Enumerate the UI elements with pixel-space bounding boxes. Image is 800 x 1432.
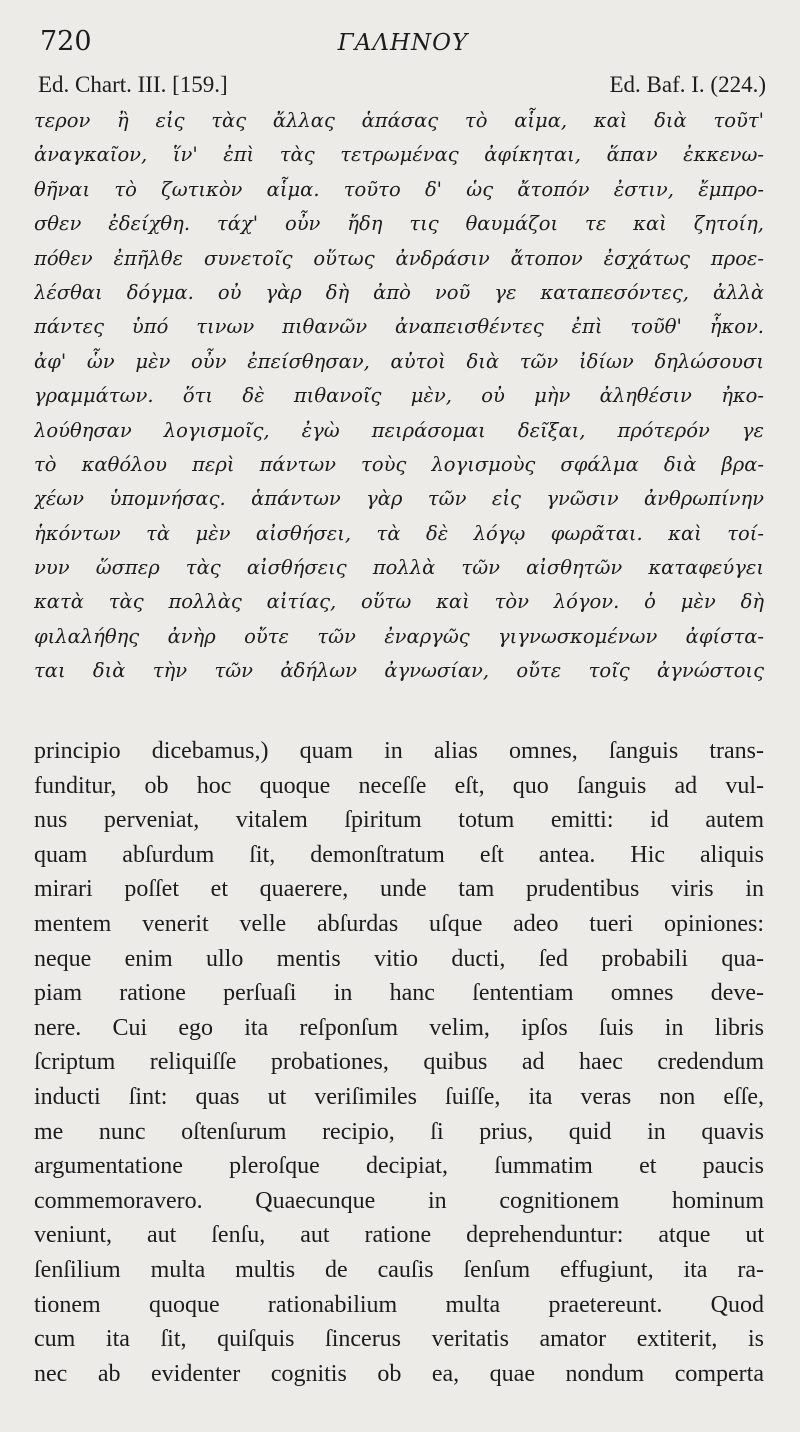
- greek-text-line: νυν ὥσπερ τὰς αἰσθήσεις πολλὰ τῶν αἰσθητῶν καταφεύγει: [34, 556, 764, 580]
- latin-text-line: nus perveniat, vitalem ſpiritum totum emitti: id autem: [34, 807, 764, 834]
- latin-text-line: ſenſilium multa multis de cauſis ſenſum effugiunt, ita ra-: [34, 1256, 764, 1283]
- latin-text-line: commemoravero. Quaecunque in cognitionem hominum: [34, 1187, 764, 1214]
- latin-text-line: neque enim ullo mentis vitio ducti, ſed probabili qua-: [34, 945, 764, 972]
- latin-text-line: quam abſurdum ſit, demonſtratum eſt antea. Hic aliquis: [34, 841, 764, 868]
- page-number: 720: [40, 26, 92, 57]
- greek-text-line: χέων ὑπομνήσας. ἁπάντων γὰρ τῶν εἰς γνῶσιν ἀνθρωπίνην: [34, 487, 764, 511]
- latin-text-line: mentem venerit velle abſurdas uſque adeo tueri opiniones:: [34, 910, 764, 937]
- latin-text-line: piam ratione perſuaſi in hanc ſententiam omnes deve-: [34, 980, 764, 1007]
- latin-text-line: nec ab evidenter cognitis ob ea, quae nondum comperta: [34, 1360, 764, 1387]
- latin-text-line: inducti ſint: quas ut veriſimiles ſuiſſe, ita veras non eſſe,: [34, 1083, 764, 1110]
- greek-text-line: ἀναγκαῖον, ἵν' ἐπὶ τὰς τετρωμένας ἀφίκηται, ἅπαν ἐκκενω-: [34, 143, 764, 167]
- greek-text-line: κατὰ τὰς πολλὰς αἰτίας, οὕτω καὶ τὸν λόγον. ὁ μὲν δὴ: [34, 590, 764, 614]
- greek-text-line: τερον ἢ εἰς τὰς ἄλλας ἁπάσας τὸ αἷμα, καὶ διὰ τοῦτ': [34, 109, 764, 132]
- greek-text-line: τὸ καθόλου περὶ πάντων τοὺς λογισμοὺς σφάλμα διὰ βρα-: [34, 452, 764, 476]
- latin-text-line: veniunt, aut ſenſu, aut ratione deprehenduntur: atque ut: [34, 1222, 764, 1249]
- greek-text-line: ἡκόντων τὰ μὲν αἰσθήσει, τὰ δὲ λόγῳ φωρᾶται. καὶ τοί-: [34, 521, 764, 545]
- greek-text-block: [34, 104, 764, 689]
- greek-text-line: φιλαλήθης ἀνὴρ οὔτε τῶν ἐναργῶς γιγνωσκομένων ἀφίστα-: [34, 624, 764, 648]
- edition-chartier: Ed. Chart. III. [159.]: [38, 72, 228, 97]
- latin-text-line: me nunc oſtenſurum recipio, ſi prius, quid in quavis: [34, 1118, 764, 1145]
- greek-text-line: πόθεν ἐπῆλθε συνετοῖς οὕτως ἀνδράσιν ἄτοπον ἐσχάτως προε-: [34, 246, 764, 270]
- greek-text-line: ται διὰ τὴν τῶν ἀδήλων ἀγνωσίαν, οὔτε τοῖς ἀγνώστοις: [34, 659, 764, 683]
- edition-references: [38, 72, 766, 102]
- page-header: [40, 26, 766, 62]
- greek-text-line: γραμμάτων. ὅτι δὲ πιθανοῖς μὲν, οὐ μὴν ἀληθέσιν ἠκο-: [34, 384, 764, 408]
- running-title: ΓΑΛΗΝΟΥ: [337, 30, 469, 56]
- latin-text-line: principio dicebamus,) quam in alias omnes, ſanguis trans-: [34, 738, 764, 764]
- greek-text-line: λούθησαν λογισμοῖς, ἐγὼ πειράσομαι δεῖξαι, πρότερόν γε: [34, 418, 764, 442]
- greek-text-line: πάντες ὑπό τινων πιθανῶν ἀναπεισθέντες ἐπὶ τοῦθ' ἧκον.: [34, 315, 764, 339]
- latin-text-line: nere. Cui ego ita reſponſum velim, ipſos ſuis in libris: [34, 1014, 764, 1041]
- edition-basel: Ed. Baf. I. (224.): [609, 72, 766, 97]
- greek-text-line: σθεν ἐδείχθη. τάχ' οὖν ἤδη τις θαυμάζοι τε καὶ ζητοίη,: [34, 212, 764, 236]
- latin-text-line: funditur, ob hoc quoque neceſſe eſt, quo ſanguis ad vul-: [34, 772, 764, 799]
- latin-text-line: argumentatione pleroſque decipiat, ſummatim et paucis: [34, 1153, 764, 1180]
- greek-text-line: ἀφ' ὧν μὲν οὖν ἐπείσθησαν, αὐτοὶ διὰ τῶν ἰδίων δηλώσουσι: [34, 349, 764, 373]
- greek-text-line: λέσθαι δόγμα. οὐ γὰρ δὴ ἀπὸ νοῦ γε καταπεσόντες, ἀλλὰ: [34, 280, 764, 304]
- latin-text-line: mirari poſſet et quaerere, unde tam prudentibus viris in: [34, 876, 764, 903]
- latin-text-line: cum ita ſit, quiſquis ſincerus veritatis amator extiterit, is: [34, 1326, 764, 1353]
- latin-text-block: [34, 734, 764, 1391]
- latin-text-line: tionem quoque rationabilium multa praetereunt. Quod: [34, 1291, 764, 1318]
- latin-text-line: ſcriptum reliquiſſe probationes, quibus ad haec credendum: [34, 1049, 764, 1076]
- greek-text-line: θῆναι τὸ ζωτικὸν αἷμα. τοῦτο δ' ὡς ἄτοπόν ἐστιν, ἔμπρο-: [34, 177, 764, 201]
